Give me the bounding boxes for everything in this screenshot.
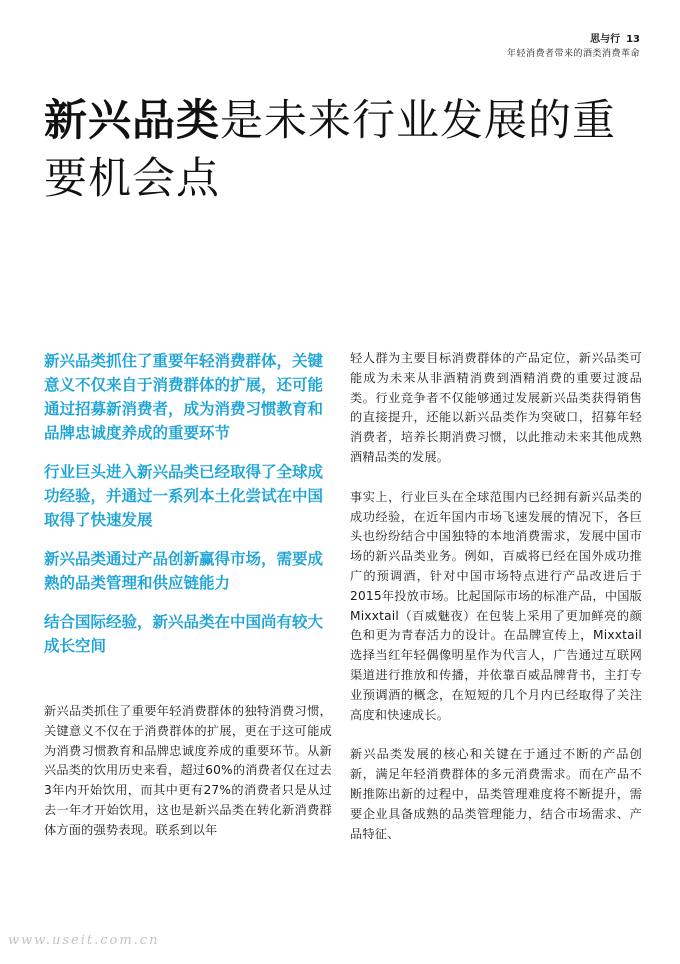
- page-title-rest: 是未来行业发展的重要机会点: [44, 96, 616, 204]
- page-title-bold: 新兴品类: [44, 96, 220, 146]
- highlight-2: 行业巨头进入新兴品类已经取得了全球成功经验，并通过一系列本土化尝试在中国取得了快速发展: [44, 463, 324, 529]
- left-paragraph-1: 新兴品类抓住了重要年轻消费群体的独特消费习惯，关键意义不仅在于消费群体的扩展，更在于这可能成为消费习惯教育和品牌忠诚度养成的重要环节。从新兴品类的饮用历史来看，超过60%的消费者仅在过去3年内开始饮用，而其中更有27%的消费者只是从过去一年才开始饮用，这也是新兴品类在转化新消费群体方面的强势表现。联系到以年: [44, 704, 332, 837]
- highlight-1: 新兴品类抓住了重要年轻消费群体，关键意义不仅来自于消费群体的扩展，还可能通过招募新消费者，成为消费习惯教育和品牌忠诚度养成的重要环节: [44, 352, 324, 442]
- watermark: www.useit.com.cn: [8, 933, 160, 948]
- highlight-3: 新兴品类通过产品创新赢得市场，需要成熟的品类管理和供应链能力: [44, 550, 324, 592]
- page-header: [507, 33, 640, 61]
- left-body: [44, 702, 332, 841]
- right-paragraph-1: 轻人群为主要目标消费群体的产品定位，新兴品类可能成为未来从非酒精消费到酒精消费的重要过渡品类。行业竞争者不仅能够通过发展新兴品类获得销售的直接提升，还能以新兴品类作为突破口，招募年轻消费者，培养长期消费习惯，以此推动未来其他成熟酒精品类的发展。: [350, 351, 642, 464]
- header-section: [507, 33, 640, 47]
- left-column: [44, 349, 332, 861]
- right-paragraph-3: 新兴品类发展的核心和关键在于通过不断的产品创新，满足年轻消费群体的多元消费需求。而在产品不断推陈出新的过程中，品类管理难度将不断提升，需要企业具备成熟的品类管理能力，结合市场需求、产品特征、: [350, 747, 642, 841]
- right-column: [350, 349, 642, 864]
- header-subtitle: 年轻消费者带来的酒类消费革命: [506, 49, 640, 59]
- header-section-label: 思与行: [590, 34, 621, 45]
- page-title: [44, 92, 654, 208]
- right-paragraph-2: 事实上，行业巨头在全球范围内已经拥有新兴品类的成功经验，在近年国内市场飞速发展的情况下，各巨头也纷纷结合中国独特的本地消费需求，发展中国市场的新兴品类业务。例如，百威将已经在国外成功推广的预调酒，针对中国市场特点进行产品改进后于2015年投放市场。比起国际市场的标准产品，中国版Mixxtail（百威魅夜）在包装上采用了更加鲜亮的颜色和更为青春活力的设计。在品牌宣传上，Mixxtail选择当红年轻偶像明星作为代言人，广告通过互联网渠道进行推放和传播，并依靠百威品牌背书，主打专业预调酒的概念，在短短的几个月内已经取得了关注高度和快速成长。: [350, 489, 642, 722]
- highlight-4: 结合国际经验，新兴品类在中国尚有较大成长空间: [44, 613, 324, 655]
- page-number: 13: [626, 34, 640, 45]
